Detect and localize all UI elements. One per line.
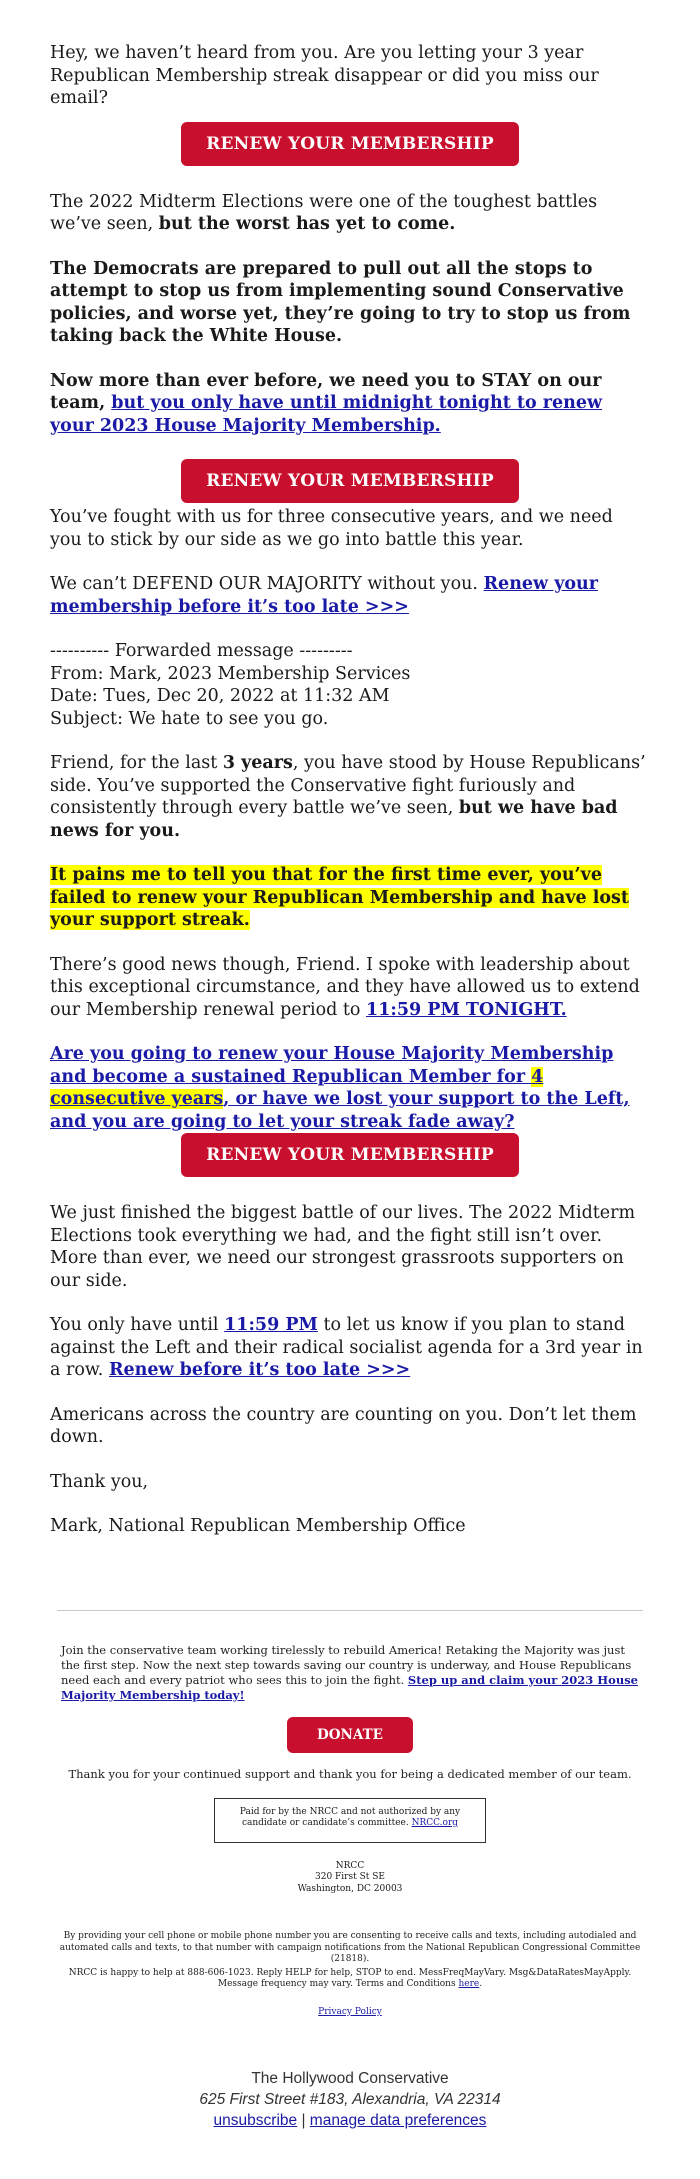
footer-join (57, 1643, 643, 1703)
renew-membership-button[interactable]: RENEW YOUR MEMBERSHIP (181, 122, 519, 166)
paragraph-text: Friend, for the last (50, 753, 223, 773)
renew-membership-button[interactable]: RENEW YOUR MEMBERSHIP (181, 459, 519, 503)
manage-preferences-link[interactable]: manage data preferences (309, 2112, 487, 2129)
link-text[interactable]: , or have we lost your support to the Left, and you are going to let your streak fade away? (50, 1089, 630, 1132)
renew-membership-button[interactable]: RENEW YOUR MEMBERSHIP (181, 1133, 519, 1177)
nrcc-link[interactable]: NRCC.org (411, 1818, 459, 1828)
terms-link[interactable]: here (458, 1979, 480, 1989)
footer-join-text: Join the conservative team working tirelessly to rebuild America! Retaking the Majority was just the first step. Now the next step towards saving our country is underway, and House Republicans need each and every patriot who sees this to join the fight. (61, 1642, 632, 1687)
org-name: NRCC (335, 1860, 365, 1871)
help-text (57, 1968, 643, 1991)
paragraph-highlight (50, 864, 650, 932)
paragraph-text: You only have until (50, 1315, 225, 1335)
paragraph-democrats (50, 258, 650, 348)
renew-before-late-link[interactable]: Renew before it’s too late >>> (108, 1360, 411, 1380)
deadline-tonight-link[interactable]: 11:59 PM TONIGHT. (366, 999, 567, 1020)
email-footer (0, 1538, 700, 2019)
link-highlight[interactable]: 4 consecutive years (50, 1066, 544, 1109)
forward-subject: Subject: We hate to see you go. (50, 708, 329, 729)
sender-links (0, 2110, 700, 2131)
claim-membership-link[interactable]: Step up and claim your 2023 House Majority Membership today! (61, 1672, 638, 1702)
paragraph-emphasis: 3 years (222, 753, 293, 773)
paid-for-text: Paid for by the NRCC and not authorized by any candidate or candidate’s committee. (239, 1806, 461, 1828)
paragraph-emphasis: but we have bad news for you. (50, 798, 618, 841)
link-separator: | (301, 2112, 306, 2129)
unsubscribe-link[interactable]: unsubscribe (213, 2112, 298, 2129)
paid-for-disclaimer (214, 1798, 486, 1843)
paragraph-text: to let us know if you plan to stand against the Left and their radical socialist agenda for a 3rd year in a row. (50, 1315, 643, 1380)
highlighted-warning: It pains me to tell you that for the first time ever, you’ve failed to renew your Republican Membership and have lost your support streak. (50, 865, 629, 930)
paragraph-fought: You’ve fought with us for three consecutive years, and we need you to stick by our side as we go into battle this year. (50, 507, 613, 550)
paragraph-text: , you have stood by House Republicans’ side. You’ve supported the Conservative fight furiously and consistently through every battle we’ve seen, (50, 753, 646, 818)
org-city: Washington, DC 20003 (297, 1883, 403, 1894)
forward-divider: ---------- Forwarded message --------- (50, 641, 353, 661)
deadline-link[interactable]: 11:59 PM (224, 1315, 318, 1335)
paragraph-thanks: Thank you, (50, 1471, 149, 1492)
help-text-body: NRCC is happy to help at 888-606-1023. Reply HELP for help, STOP to end. MessFreqMayVary. Msg&DataRatesMayApply. Message frequency may vary. Terms and Conditions (68, 1967, 632, 1989)
renew-deadline-link[interactable]: but you only have until midnight tonight to renew your 2023 House Majority Membership. (50, 393, 603, 436)
forwarded-header (50, 640, 650, 730)
paragraph-friend (50, 752, 650, 842)
paragraph-emphasis: The Democrats are prepared to pull out all the stops to attempt to stop us from implementing sound Conservative policies, and worse yet, they’re going to try to stop us from taking back the White House. (50, 258, 631, 346)
forward-date: Date: Tues, Dec 20, 2022 at 11:32 AM (50, 686, 390, 706)
sender-name: The Hollywood Conservative (251, 2070, 449, 2087)
footer-thanks: Thank you for your continued support and thank you for being a dedicated member of our team. (68, 1766, 632, 1781)
sender-footer (0, 2068, 700, 2131)
signature: Mark, National Republican Membership Office (50, 1516, 466, 1536)
paragraph-biggest-battle: We just finished the biggest battle of our lives. The 2022 Midterm Elections took everything we had, and the fight still isn’t over. More than ever, we need our strongest grassroots supporters on our side. (50, 1203, 636, 1291)
link-text[interactable]: Are you going to renew your House Majority Membership and become a sustained Republican Member for (50, 1044, 614, 1087)
paragraph-good-news (50, 954, 650, 1022)
paragraph-americans: Americans across the country are counting on you. Don’t let them down. (50, 1404, 637, 1447)
renew-before-late-link[interactable]: Renew your membership before it’s too late >>> (50, 574, 598, 617)
paragraph-text: The 2022 Midterm Elections were one of the toughest battles we’ve seen, (50, 191, 598, 234)
org-address (0, 1861, 700, 1896)
paragraph-text: There’s good news though, Friend. I spoke with leadership about this exceptional circumstance, and they have allowed us to extend our Membership renewal period to (50, 954, 640, 1020)
renew-question-link[interactable] (50, 1044, 630, 1132)
paragraph-midterms (50, 191, 650, 236)
help-text-end: . (479, 1979, 483, 1989)
intro-paragraph: Hey, we haven’t heard from you. Are you letting your 3 year Republican Membership streak disappear or did you miss our email? (50, 43, 599, 108)
paragraph-emphasis: but the worst has yet to come. (158, 214, 456, 234)
paragraph-emphasis: Now more than ever before, we need you to STAY on our team, (50, 370, 602, 413)
consent-text: By providing your cell phone or mobile phone number you are consenting to receive calls and texts, including autodialed and automated calls and texts, to that number with campaign notifications from the National Republican Congressional Committee (21818). (59, 1931, 641, 1964)
privacy-policy-link[interactable]: Privacy Policy (318, 2006, 382, 2017)
footer-divider (57, 1610, 643, 1611)
paragraph-question (50, 1043, 650, 1133)
forward-from: From: Mark, 2023 Membership Services (50, 663, 411, 684)
paragraph-text: We can’t DEFEND OUR MAJORITY without you. (50, 574, 484, 594)
donate-button[interactable]: DONATE (287, 1717, 413, 1753)
paragraph-defend (50, 573, 650, 618)
org-street: 320 First St SE (315, 1872, 385, 1882)
paragraph-stay (50, 370, 650, 438)
paragraph-until (50, 1314, 650, 1382)
sender-address: 625 First Street #183, Alexandria, VA 22314 (199, 2091, 501, 2108)
